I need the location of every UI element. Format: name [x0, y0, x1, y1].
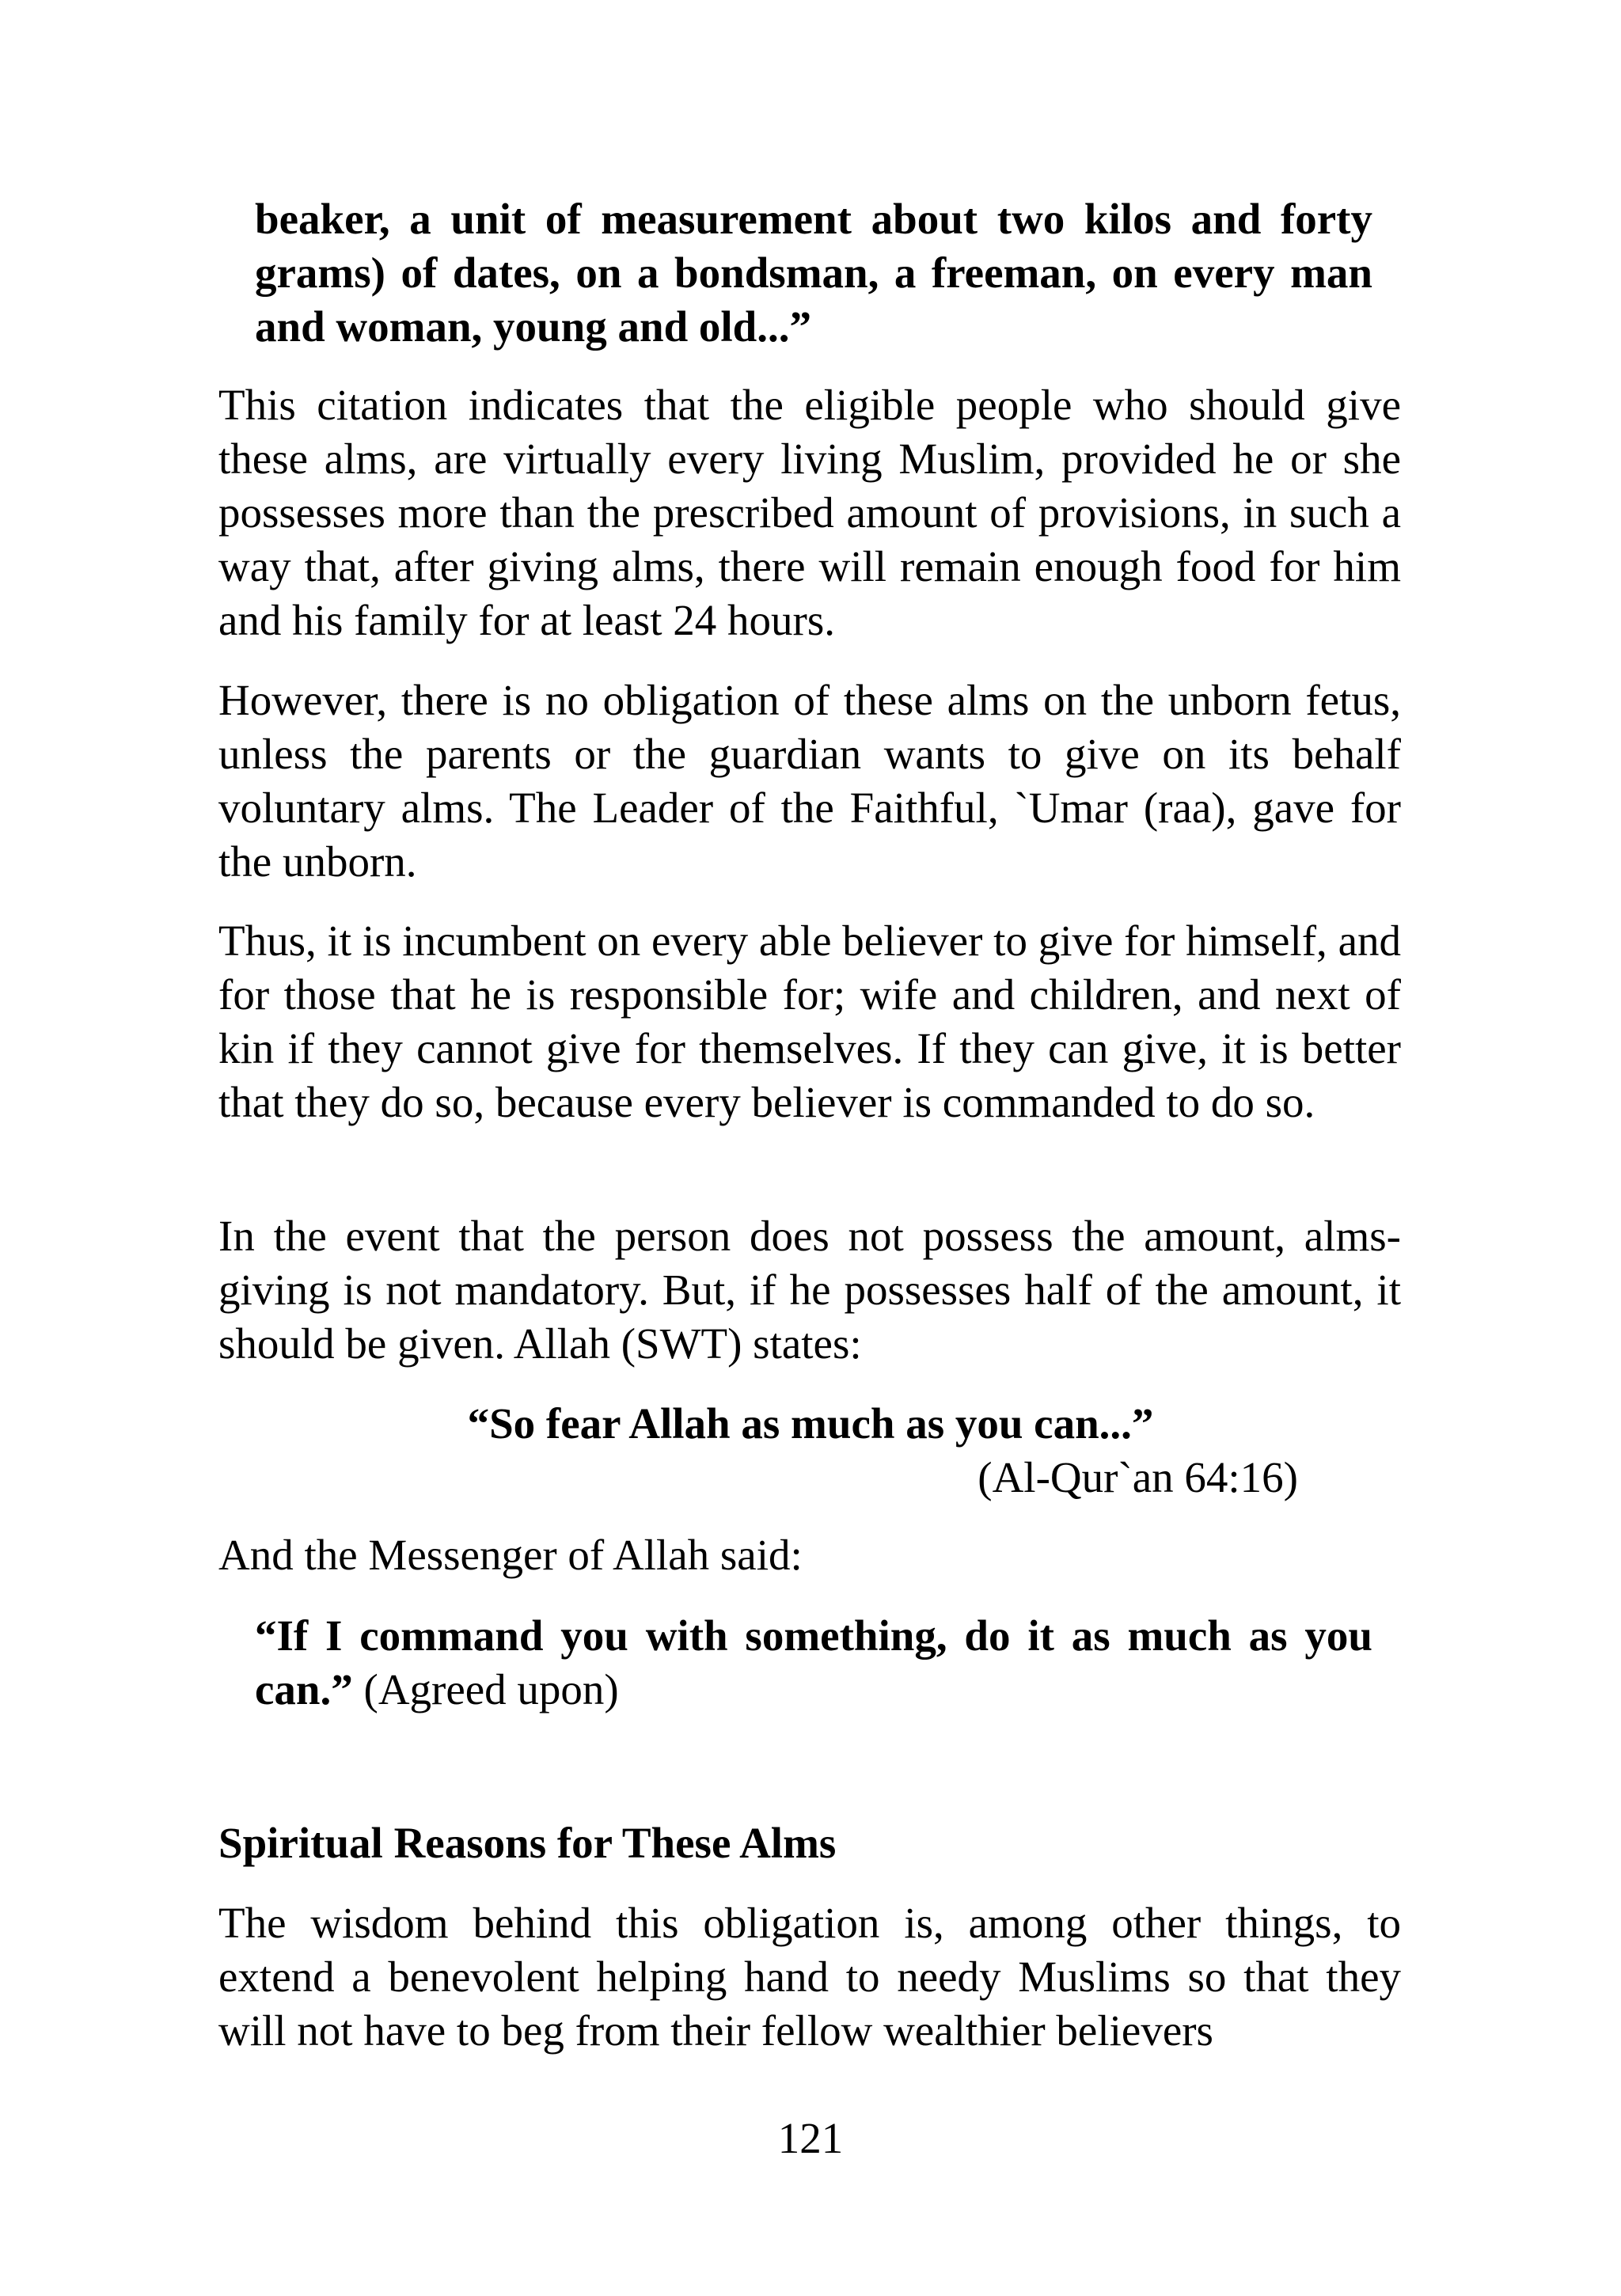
paragraph-unborn: However, there is no obligation of these alms on the unborn fetus, unless the parents or the guardian wants to give on its behalf voluntary alms. The Leader of the Faithful, `Umar (raa), gave for the unborn. [218, 676, 1401, 886]
paragraph-amount: In the event that the person does not possess the amount, almsgiving is not mandatory. But, if he possesses half of the amount, it should be given. Allah (SWT) states: [218, 1212, 1401, 1368]
hadith-quote: “If I command you with something, do it as much as you can.” [255, 1611, 1372, 1713]
page-number: 121 [777, 2114, 844, 2162]
opening-quote: beaker, a unit of measurement about two kilos and forty grams) of dates, on a bondsman, a freeman, on every man and woman, young and old...” [255, 195, 1372, 351]
hadith-source: (Agreed upon) [352, 1665, 619, 1713]
quran-quote: “So fear Allah as much as you can...” [467, 1399, 1154, 1448]
messenger-intro: And the Messenger of Allah said: [218, 1531, 803, 1579]
paragraph-eligibility: This citation indicates that the eligible people who should give these alms, are virtually every living Muslim, provided he or she possesses more than the prescribed amount of provisions, in such a way that, after giving alms, there will remain enough food for him and his family for at least 24 hours. [218, 381, 1401, 644]
section-heading: Spiritual Reasons for These Alms [218, 1819, 837, 1867]
hadith-block [255, 1609, 1372, 1717]
paragraph-wisdom: The wisdom behind this obligation is, among other things, to extend a benevolent helping hand to needy Muslims so that they will not have to beg from their fellow wealthier believers [218, 1899, 1401, 2055]
paragraph-obligation: Thus, it is incumbent on every able believer to give for himself, and for those that he is responsible for; wife and children, and next of kin if they cannot give for themselves. If they can give, it is better that they do so, because every believer is commanded to do so. [218, 917, 1401, 1126]
quran-citation: (Al-Qur`an 64:16) [978, 1453, 1298, 1501]
